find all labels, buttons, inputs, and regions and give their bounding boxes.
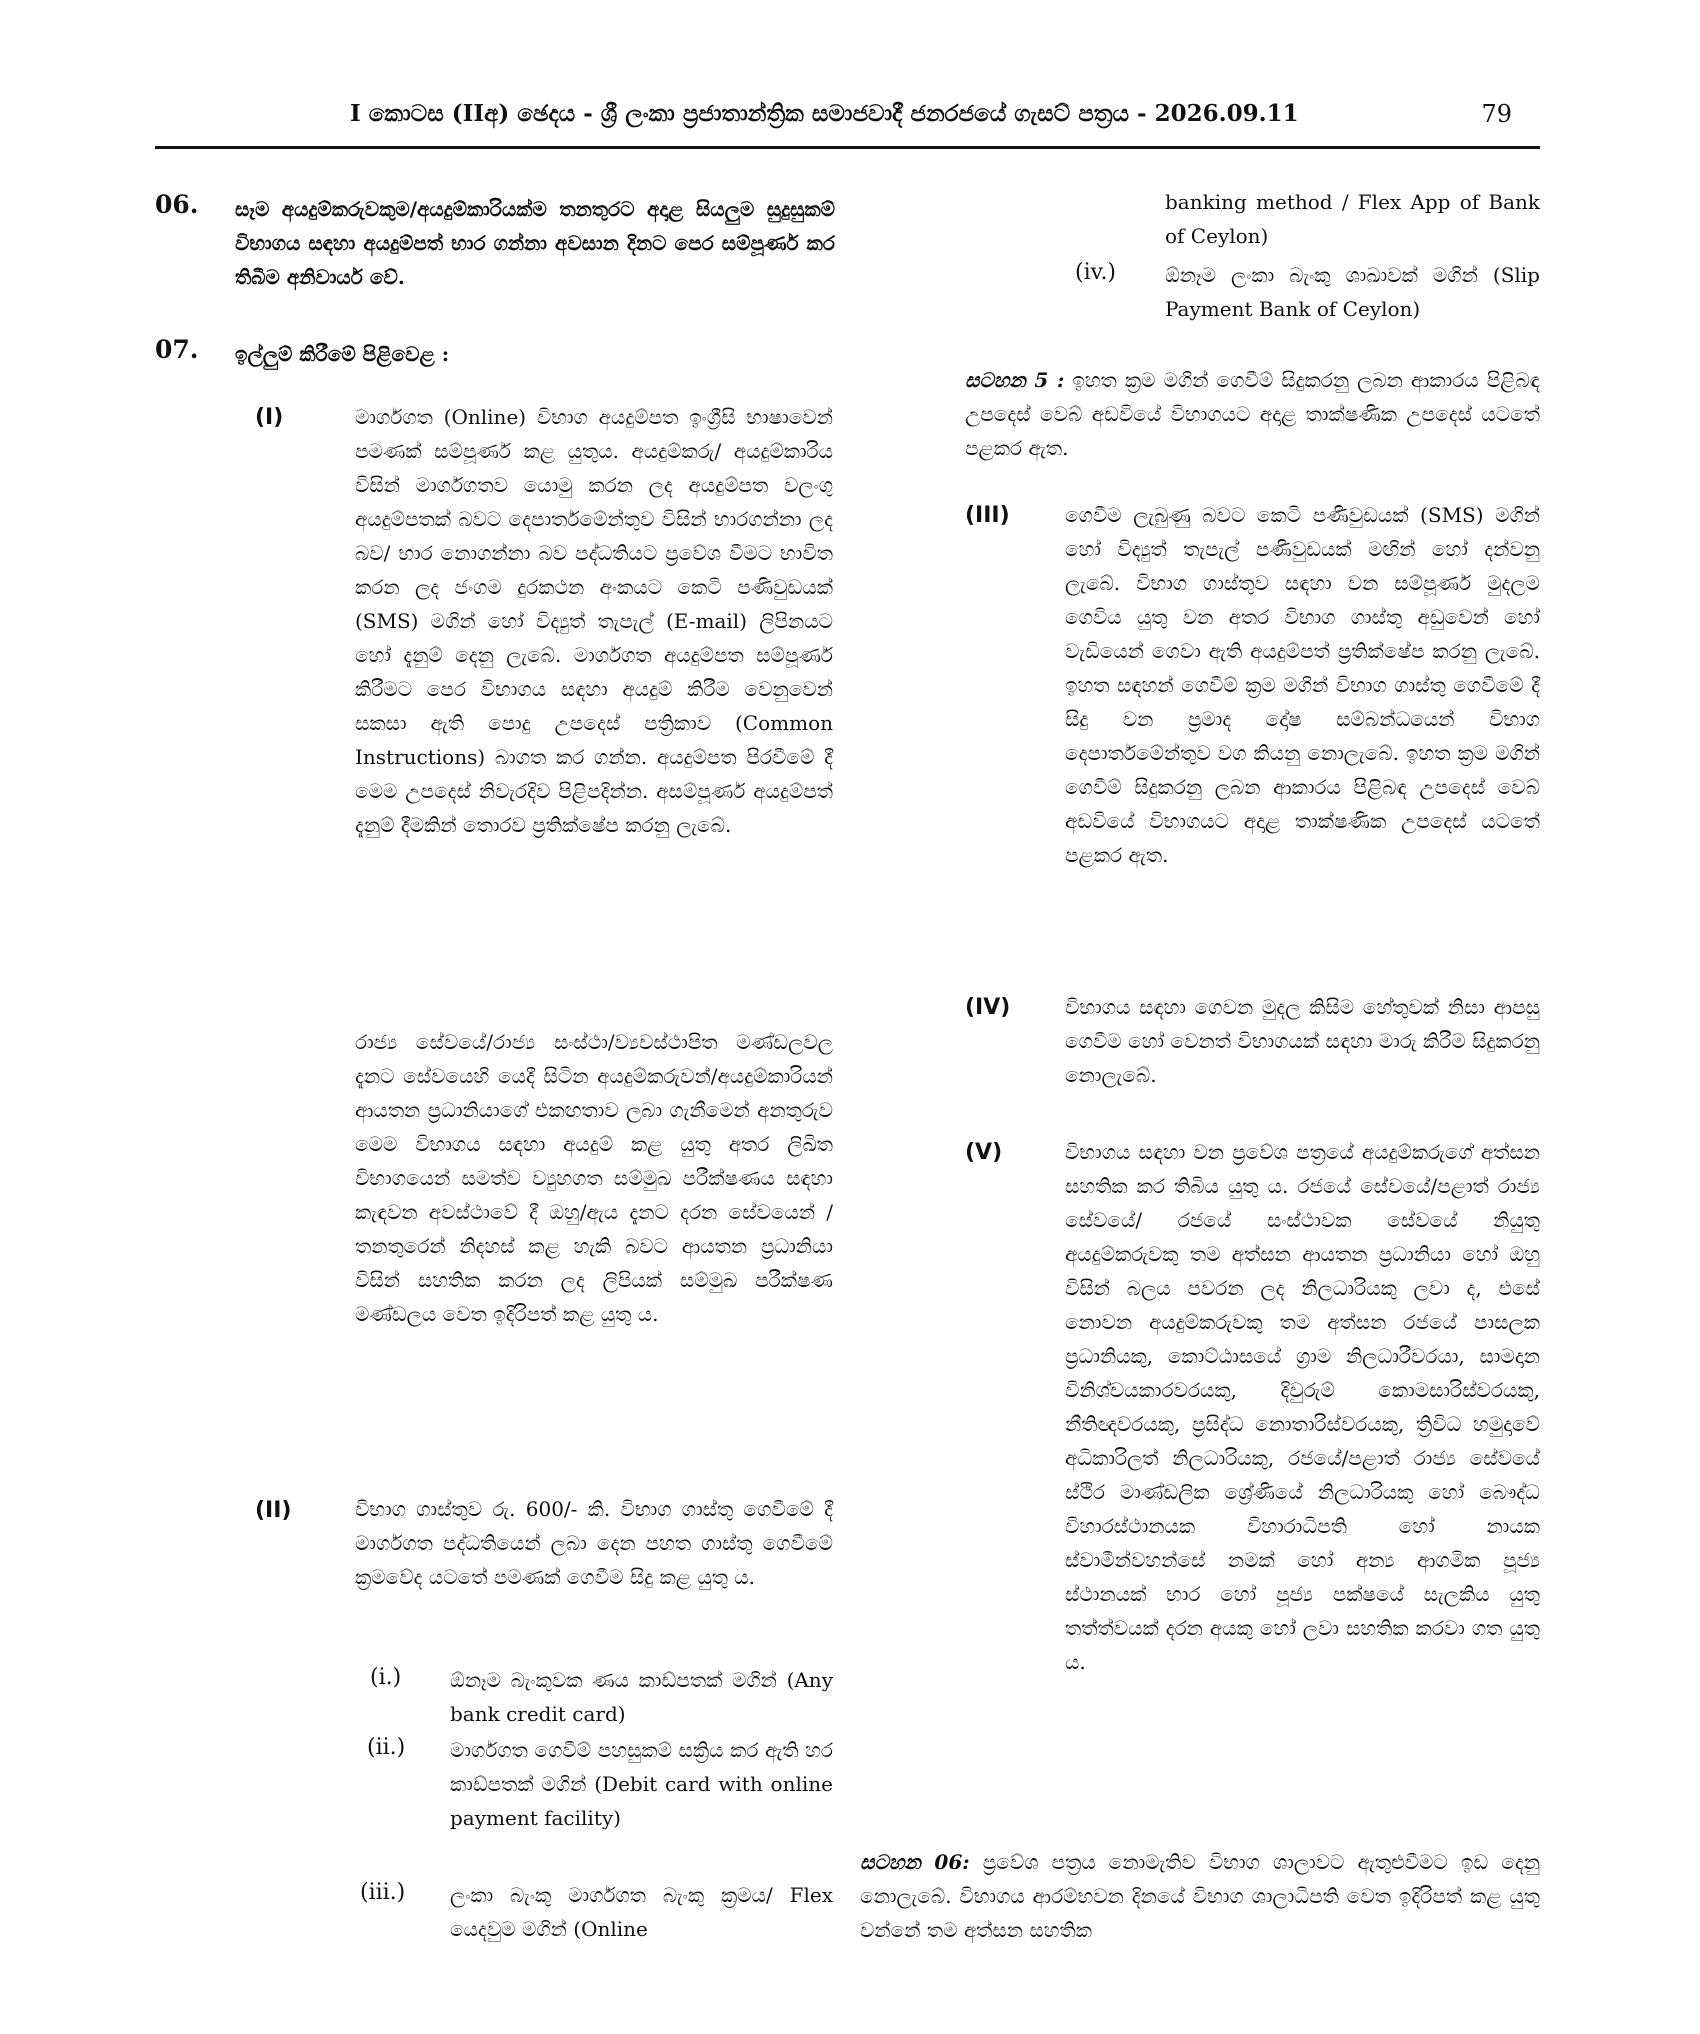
item-I-paragraph-2: රාජ්‍ය සේවයේ/රාජ්‍ය සංස්ථා/ව්‍යවස්ථාපිත මණ්ඩලවල දැනට සේවයෙහි යෙදී සිටින අයදුම්කරුවන්/අයදුම්කාරියන් ආයතන ප්‍රධානියාගේ එකඟතාව ලබා ගැනීමෙන් අනතුරුව මෙම විභාගය සඳහා අයදුම් කළ යුතු අතර ලිඛිත විභාගයෙන් සමත්ව ව්‍යුහගත සම්මුඛ පරීක්ෂණය සඳහා කැඳවන අවස්ථාවේ දී ඔහු/ඇය දැනට දරන සේවයෙන් / තනතුරෙන් නිදහස් කළ හැකි බවට ආයතන ප්‍රධානියා විසින් සහතික කරන ලද ලිපියක් සම්මුඛ පරීක්ෂණ මණ්ඩලය වෙත ඉදිරිපත් කළ යුතු ය. [355,1030,833,1326]
item-I-label: (I) [255,405,284,430]
section-06-text: සෑම අයදුම්කරුවකුම/අයදුම්කාරියක්ම තනතුරට අදාළ සියලුම සුදුසුකම් විභාගය සඳහා අයදුම්පත් භාර ගන්නා අවසාන දිනට පෙර සම්පූර්ණ කර තිබීම අනිවාර්ය වේ. [235,197,835,289]
payment-option-number: (ii.) [367,1735,406,1760]
item-V-text: විභාගය සඳහා වන ප්‍රවේශ පත්‍රයේ අයදුම්කරුගේ අත්සන සහතික කර තිබිය යුතු ය. රජයේ සේවයේ/පළාත් රාජ්‍ය සේවයේ/ රජයේ සංස්ථාවක සේවයේ නියුතු අයදුම්කරුවකු තම අත්සන ආයතන ප්‍රධානියා හෝ ඔහු විසින් බලය පවරන ලද නිලධාරියකු ලවා ද, එසේ නොවන අයදුම්කරුවකු තම අත්සන රජයේ පාසලක ප්‍රධානියකු, කොට්ඨාසයේ ග්‍රාම නිලධාරීවරයා, සාමදාන විනිශ්චයකාරවරයකු, දිවුරුම් කොමසාරිස්වරයකු, නීතිඥවරයකු, ප්‍රසිද්ධ නොතාරිස්වරයකු, ත්‍රිවිධ හමුදාවේ අධිකාරිලත් නිලධාරියකු, රජයේ/පළාත් රාජ්‍ය සේවයේ ස්ථිර මාණ්ඩලික ශ්‍රේණියේ නිලධාරියකු හෝ බෞද්ධ විහාරස්ථානයක විහාරාධිපති හෝ නායක ස්වාමීන්වහන්සේ නමක් හෝ අන්‍ය ආගමික පූජ්‍ය ස්ථානයක් භාර හෝ පූජ්‍ය පක්ෂයේ සැලකිය යුතු තත්ත්වයක් දරන අයකු හෝ ලවා සහතික කරවා ගත යුතු ය. [1065,1140,1540,1674]
section-07-number: 07. [155,335,199,364]
note-06 [860,1845,1540,1947]
item-I-paragraph-1: මාර්ගගත (Online) විභාග අයදුම්පත ඉංග්‍රීසි භාෂාවෙන් පමණක් සම්පූර්ණ කළ යුතුය. අයදුම්කරු/ අයදුම්කාරිය විසින් මාර්ගගතව යොමු කරන ලද අයදුම්පත වලංගු අයදුම්පතක් බවට දෙපාර්තමේන්තුව විසින් භාරගන්නා ලද බව/ භාර නොගන්නා බව පද්ධතියට ප්‍රවේශ වීමට භාවිත කරන ලද ජංගම දුරකථන අංකයට කෙටි පණිවුඩයක් (SMS) මගින් හෝ විද්‍යුත් තැපැල් (E-mail) ලිපිනයට හෝ දැනුම් දෙනු ලැබේ. මාර්ගගත අයදුම්පත සම්පූර්ණ කිරීමට පෙර විභාගය සඳහා අයදුම් කිරීම වෙනුවෙන් සකසා ඇති පොදු උපදෙස් පත්‍රිකාව (Common Instructions) බාගත කර ගන්න. අයදුම්පත පිරවීමේ දී මෙම උපදෙස් නිවැරදිව පිළිපදින්න. අසම්පූර්ණ අයදුම්පත් දැනුම් දීමකින් තොරව ප්‍රතික්ෂේප කරනු ලැබේ. [355,405,833,837]
item-IV-text: විභාගය සඳහා ගෙවන මුදල කිසිම හේතුවක් නිසා ආපසු ගෙවීම හෝ වෙනත් විභාගයක් සඳහා මාරු කිරීම සිදුකරනු නොලැබේ. [1065,995,1540,1087]
page-number: 79 [1481,100,1512,128]
item-II-label: (II) [255,1498,292,1523]
payment-option-text: ඕනෑම බැංකුවක ණය කාඩ්පතක් මගින් (Any bank credit card) [450,1668,833,1726]
payment-option-text: ඕනෑම ලංකා බැංකු ශාඛාවක් මගින් (Slip Payment Bank of Ceylon) [1165,263,1540,321]
payment-option-number: (iv.) [1075,260,1117,285]
item-V-label: (V) [965,1140,1003,1165]
payment-option-text: ලංකා බැංකු මාර්ගගත බැංකු ක්‍රමය/ Flex යෙදවුම මගින් (Online [450,1883,833,1941]
note-06-label: සටහන 06: [860,1850,970,1874]
item-IV-label: (IV) [965,995,1011,1020]
payment-option-number: (i.) [370,1665,402,1690]
section-07-heading: ඉල්ලුම් කිරීමේ පිළිවෙළ : [235,342,450,366]
note-5-text: ඉහත ක්‍රම මගින් ගෙවීම් සිදුකරනු ලබන ආකාරය පිළිබඳ උපදෙස් වෙබ් අඩවියේ විභාගයට අදාළ තාක්ෂණික උපදෙස් යටතේ පළකර ඇත. [965,368,1540,460]
item-III-label: (III) [965,503,1010,528]
payment-option-text: මාර්ගගත ගෙවීම් පහසුකම් සක්‍රිය කර ඇති හර කාඩ්පතක් මගින් (Debit card with online payment facility) [450,1738,833,1830]
item-III-text: ගෙවීම ලැබුණු බවට කෙටි පණිවුඩයක් (SMS) මගින් හෝ විද්‍යුත් තැපැල් පණිවුඩයක් මඟින් හෝ දන්වනු ලැබේ. විභාග ගාස්තුව සඳහා වන සම්පූර්ණ මුදලම ගෙවිය යුතු වන අතර විභාග ගාස්තු අඩුවෙන් හෝ වැඩියෙන් ගෙවා ඇති අයදුම්පත් ප්‍රතික්ෂේප කරනු ලැබේ. ඉහත සඳහන් ගෙවීම් ක්‍රම මගින් විභාග ගාස්තු ගෙවීමේ දී සිදු වන ප්‍රමාද දෝෂ සම්බන්ධයෙන් විභාග දෙපාර්තමේන්තුව වග කියනු නොලැබේ. ඉහත ක්‍රම මගින් ගෙවීම් සිදුකරනු ලබන ආකාරය පිළිබඳ උපදෙස් වෙබ් අඩවියේ විභාගයට අදාළ තාක්ෂණික උපදෙස් යටතේ පළකර ඇත. [1065,503,1540,867]
page-header [155,100,1540,149]
note-06-text: ප්‍රවේශ පත්‍රය නොමැතිව විභාග ශාලාවට ඇතුළුවීමට ඉඩ දෙනු නොලැබේ. විභාගය ආරම්භවන දිනයේ විභාග ශාලාධිපති වෙත ඉදිරිපත් කළ යුතු වන්නේ තම අත්සන සහතික [860,1850,1540,1942]
payment-option-number: (iii.) [360,1880,406,1905]
header-title: I කොටස (IIඅ) ඡෙදය - ශ්‍රී ලංකා ප්‍රජාතාන්ත්‍රික සමාජවාදී ජනරජයේ ගැසට් පත්‍රය - 2026.09.11 [350,100,1299,127]
item-II-paragraph: විභාග ගාස්තුව රු. 600/- කි. විභාග ගාස්තු ගෙවීමේ දී මාර්ගගත පද්ධතියෙන් ලබා දෙන පහත ගාස්තු ගෙවීමේ ක්‍රමවේද යටතේ පමණක් ගෙවීම සිදු කළ යුතු ය. [355,1497,833,1589]
note-5 [965,363,1540,465]
note-5-label: සටහන 5 : [965,368,1065,392]
section-06-number: 06. [155,190,199,219]
payment-option-iii-continuation: banking method / Flex App of Bank of Ceylon) [1165,190,1540,248]
